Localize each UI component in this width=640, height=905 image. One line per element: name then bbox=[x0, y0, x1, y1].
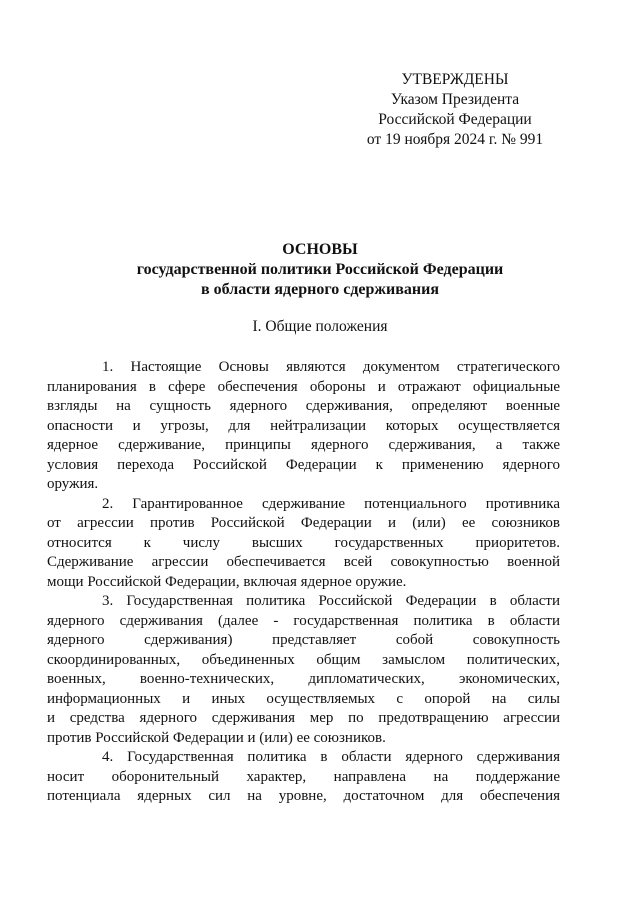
text-line: военных, военно-технических, дипломатических, экономических, bbox=[47, 671, 560, 687]
text-line: ядерного сдерживания (далее - государственная политика в области bbox=[47, 612, 560, 629]
text-line: УТВЕРЖДЕНЫ bbox=[401, 71, 509, 88]
text-line: информационных и иных осуществляемых с опорой на силы bbox=[47, 690, 560, 707]
text-line: Сдерживание агрессии обеспечивается всей совокупностью военной bbox=[47, 554, 560, 570]
text-line: опасности и угрозы, для нейтрализации которых осуществляется bbox=[47, 417, 560, 434]
text-line: Российской Федерации bbox=[378, 111, 532, 128]
text-line: в области ядерного сдерживания bbox=[201, 281, 439, 298]
document-body bbox=[47, 358, 560, 807]
text-line: и средства ядерного сдерживания мер по предотвращению агрессии bbox=[47, 710, 560, 726]
text-line: мощи Российской Федерации, включая ядерное оружие. bbox=[47, 573, 407, 590]
text-line: относится к числу высших государственных приоритетов. bbox=[47, 534, 560, 551]
text-line: Указом Президента bbox=[390, 91, 520, 108]
text-line: оружия. bbox=[47, 476, 99, 492]
paragraph-4 bbox=[47, 748, 560, 807]
text-line: ядерное сдерживание, принципы ядерного сдерживания, а также bbox=[47, 437, 560, 453]
text-line: взгляды на сущность ядерного сдерживания, определяют военные bbox=[47, 398, 560, 414]
section-heading: I. Общие положения bbox=[252, 318, 388, 335]
document-title bbox=[0, 240, 640, 300]
text-line: ОСНОВЫ bbox=[282, 241, 358, 258]
text-line: 4. Государственная политика в области ядерного сдерживания bbox=[102, 749, 560, 765]
text-line: от агрессии против Российской Федерации и (или) ее союзников bbox=[47, 515, 560, 531]
text-line: государственной политики Российской Федерации bbox=[136, 261, 504, 278]
text-line: 2. Гарантированное сдерживание потенциального противника bbox=[102, 495, 560, 512]
text-line: скоординированных, объединенных общим замыслом политических, bbox=[47, 651, 560, 668]
text-line: против Российской Федерации и (или) ее союзников. bbox=[47, 729, 386, 746]
text-line: условия перехода Российской Федерации к применению ядерного bbox=[47, 456, 560, 473]
approval-stamp bbox=[355, 70, 555, 150]
text-line: носит оборонительный характер, направлена на поддержание bbox=[47, 768, 560, 785]
paragraph-1 bbox=[47, 358, 560, 495]
paragraph-2 bbox=[47, 495, 560, 593]
text-line: потенциала ядерных сил на уровне, достаточном для обеспечения bbox=[47, 788, 560, 804]
paragraph-3 bbox=[47, 592, 560, 748]
text-line: от 19 ноября 2024 г. № 991 bbox=[366, 131, 544, 148]
text-line: ядерного сдерживания) представляет собой совокупность bbox=[47, 632, 560, 648]
text-line: планирования в сфере обеспечения обороны и отражают официальные bbox=[47, 378, 560, 395]
text-line: 3. Государственная политика Российской Федерации в области bbox=[102, 593, 560, 609]
text-line: 1. Настоящие Основы являются документом стратегического bbox=[102, 359, 560, 375]
